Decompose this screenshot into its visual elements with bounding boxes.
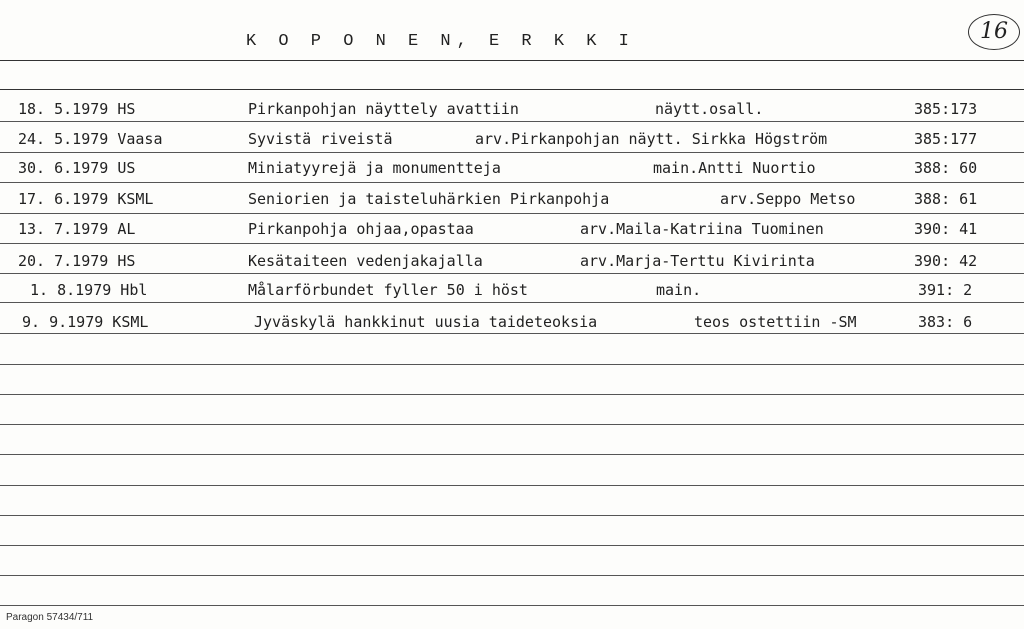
- entry-note: teos ostettiin -SM: [694, 313, 857, 331]
- entry-row: [0, 281, 1024, 311]
- card-footer: Paragon 57434/711: [6, 612, 94, 623]
- entry-title: Jyväskylä hankkinut uusia taideteoksia: [254, 313, 598, 331]
- entry-note: näytt.osall.: [655, 100, 764, 118]
- entry-date-source: 18. 5.1979 HS: [18, 100, 136, 118]
- entry-row: [0, 190, 1024, 220]
- entry-note: main.Antti Nuortio: [653, 159, 816, 177]
- entry-reference: 388: 61: [914, 190, 978, 208]
- entry-date-source: 17. 6.1979 KSML: [18, 190, 154, 208]
- entry-row: [0, 220, 1024, 250]
- rule-line: [0, 485, 1024, 486]
- rule-line: [0, 60, 1024, 61]
- entry-date-source: 30. 6.1979 US: [18, 159, 136, 177]
- entry-note: main.: [656, 281, 702, 299]
- page-number-circle: 16: [968, 14, 1020, 50]
- entry-reference: 391: 2: [918, 281, 973, 299]
- entry-date-source: 13. 7.1979 AL: [18, 220, 136, 238]
- entry-reference: 390: 41: [914, 220, 978, 238]
- entry-title: Pirkanpohja ohjaa,opastaa: [248, 220, 474, 238]
- entry-reference: 383: 6: [918, 313, 973, 331]
- entry-row: [0, 130, 1024, 160]
- entry-title: Syvistä riveistä: [248, 130, 393, 148]
- rule-line: [0, 424, 1024, 425]
- rule-line: [0, 364, 1024, 365]
- rule-line: [0, 605, 1024, 606]
- entry-reference: 385:177: [914, 130, 978, 148]
- entry-note: arv.Pirkanpohjan näytt. Sirkka Högström: [475, 130, 828, 148]
- entry-note: arv.Maila-Katriina Tuominen: [580, 220, 824, 238]
- rule-line: [0, 454, 1024, 455]
- entry-title: Seniorien ja taisteluhärkien Pirkanpohja: [248, 190, 610, 208]
- entry-note: arv.Seppo Metso: [720, 190, 856, 208]
- rule-line: [0, 394, 1024, 395]
- entry-title: Miniatyyrejä ja monumentteja: [248, 159, 501, 177]
- entry-row: [0, 313, 1024, 343]
- entry-date-source: 24. 5.1979 Vaasa: [18, 130, 163, 148]
- entry-row: [0, 252, 1024, 282]
- entry-date-source: 9. 9.1979 KSML: [22, 313, 149, 331]
- rule-line: [0, 515, 1024, 516]
- entry-date-source: 1. 8.1979 Hbl: [30, 281, 148, 299]
- entry-row: [0, 100, 1024, 130]
- entry-date-source: 20. 7.1979 HS: [18, 252, 136, 270]
- rule-line: [0, 89, 1024, 90]
- entry-reference: 385:173: [914, 100, 978, 118]
- entry-row: [0, 159, 1024, 189]
- rule-line: [0, 545, 1024, 546]
- rule-line: [0, 575, 1024, 576]
- card-heading: K O P O N E N, E R K K I: [246, 32, 635, 51]
- entry-note: arv.Marja-Terttu Kivirinta: [580, 252, 815, 270]
- entry-title: Pirkanpohjan näyttely avattiin: [248, 100, 519, 118]
- entry-reference: 390: 42: [914, 252, 978, 270]
- entry-title: Målarförbundet fyller 50 i höst: [248, 281, 528, 299]
- entry-reference: 388: 60: [914, 159, 978, 177]
- entry-title: Kesätaiteen vedenjakajalla: [248, 252, 483, 270]
